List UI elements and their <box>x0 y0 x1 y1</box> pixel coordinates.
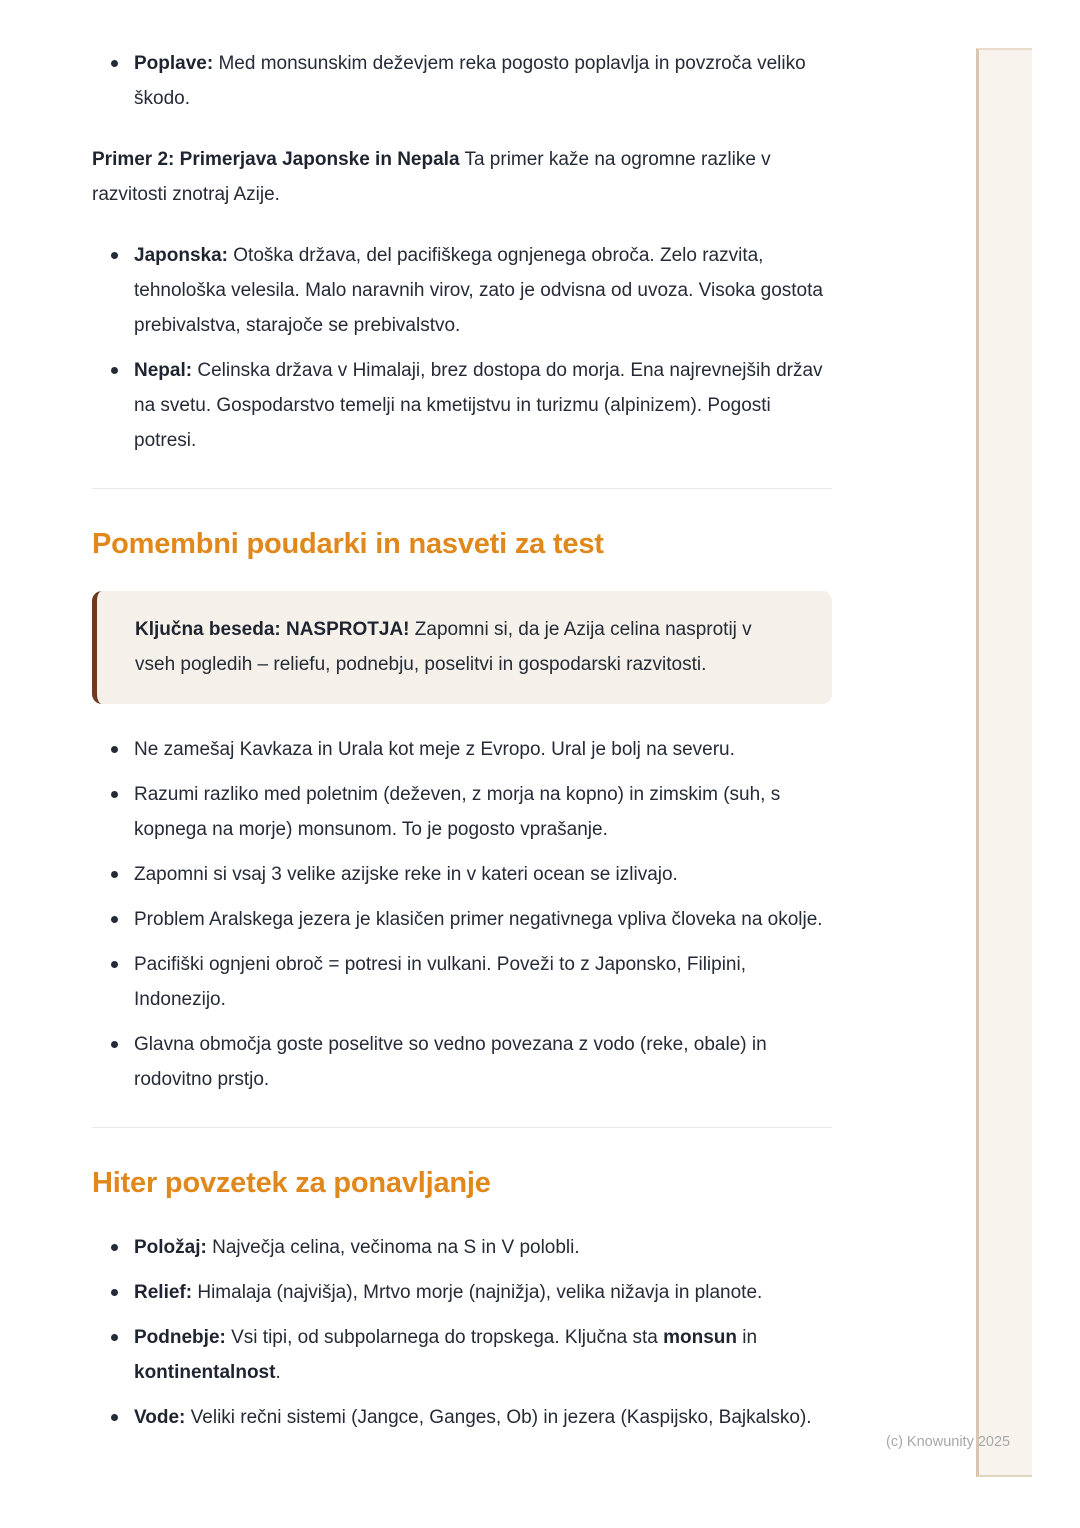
section-divider <box>92 488 832 489</box>
key-term-callout <box>92 591 832 704</box>
primer2-text: Ta primer kaže na ogromne razlike v razvitosti znotraj Azije. <box>92 149 771 205</box>
list-item <box>134 1400 832 1435</box>
list-item-lead: Podnebje: <box>134 1327 226 1348</box>
list-item <box>134 1275 832 1310</box>
tips-bullet-list <box>92 732 832 1097</box>
summary-bullet-list <box>92 1230 832 1435</box>
flood-bullet-list <box>92 46 832 116</box>
list-item-lead: Relief: <box>134 1282 193 1303</box>
list-item-text: Himalaja (najvišja), Mrtvo morje (najnižja), velika nižavja in planote. <box>192 1282 763 1303</box>
list-item: Razumi razliko med poletnim (deževen, z morja na kopno) in zimskim (suh, s kopnega na morje) monsunom. To je pogosto vprašanje. <box>134 777 832 847</box>
list-item-lead: Japonska: <box>134 245 228 266</box>
section1-heading: Pomembni poudarki in nasveti za test <box>92 528 604 560</box>
copyright-text: (c) Knowunity 2025 <box>886 1434 1011 1450</box>
page-edge-stripe <box>976 48 1032 1477</box>
list-item <box>134 238 832 343</box>
list-item-text: Med monsunskim deževjem reka pogosto poplavlja in povzroča veliko škodo. <box>134 53 806 109</box>
list-item: Problem Aralskega jezera je klasičen primer negativnega vpliva človeka na okolje. <box>134 902 832 937</box>
list-item-text: Veliki rečni sistemi (Jangce, Ganges, Ob) in jezera (Kaspijsko, Bajkalsko). <box>185 1407 812 1428</box>
list-item: Zapomni si vsaj 3 velike azijske reke in v kateri ocean se izlivajo. <box>134 857 832 892</box>
list-item-text: Celinska država v Himalaji, brez dostopa do morja. Ena najrevnejših držav na svetu. Gospodarstvo temelji na kmetijstvu in turizmu (alpinizem). Pogosti potresi. <box>134 360 823 451</box>
callout-lead: Ključna beseda: NASPROTJA! <box>135 619 410 640</box>
list-item: Ne zamešaj Kavkaza in Urala kot meje z Evropo. Ural je bolj na severu. <box>134 732 832 767</box>
comparison-bullet-list <box>92 238 832 458</box>
callout-paragraph <box>135 612 794 682</box>
inline-bold-term: kontinentalnost <box>134 1362 276 1383</box>
callout-text: Zapomni si, da je Azija celina nasprotij v vseh pogledih – reliefu, podnebju, poselitvi in gospodarski razvitosti. <box>135 619 752 675</box>
list-item: Glavna območja goste poselitve so vedno povezana z vodo (reke, obale) in rodovitno prstjo. <box>134 1027 832 1097</box>
document-content <box>92 0 832 1461</box>
inline-bold-term: monsun <box>663 1327 738 1348</box>
primer2-lead: Primer 2: Primerjava Japonske in Nepala <box>92 149 460 170</box>
list-item-lead: Poplave: <box>134 53 214 74</box>
list-item-lead: Vode: <box>134 1407 186 1428</box>
list-item-text: Vsi tipi, od subpolarnega do tropskega. Ključna sta <box>225 1327 664 1348</box>
list-item-text: in <box>737 1327 758 1348</box>
list-item <box>134 353 832 458</box>
list-item-text: Otoška država, del pacifiškega ognjenega obroča. Zelo razvita, tehnološka velesila. Malo naravnih virov, zato je odvisna od uvoza. Visoka gostota prebivalstva, starajoče se prebivalstvo. <box>134 245 823 336</box>
list-item <box>134 46 832 116</box>
list-item-text: . <box>275 1362 281 1383</box>
list-item-lead: Položaj: <box>134 1237 207 1258</box>
section2-heading: Hiter povzetek za ponavljanje <box>92 1167 491 1199</box>
section-divider <box>92 1127 832 1128</box>
primer2-paragraph <box>92 142 832 212</box>
list-item-lead: Nepal: <box>134 360 193 381</box>
list-item <box>134 1320 832 1390</box>
list-item <box>134 1230 832 1265</box>
list-item: Pacifiški ognjeni obroč = potresi in vulkani. Poveži to z Japonsko, Filipini, Indonezijo. <box>134 947 832 1017</box>
list-item-text: Največja celina, večinoma na S in V polobli. <box>206 1237 580 1258</box>
